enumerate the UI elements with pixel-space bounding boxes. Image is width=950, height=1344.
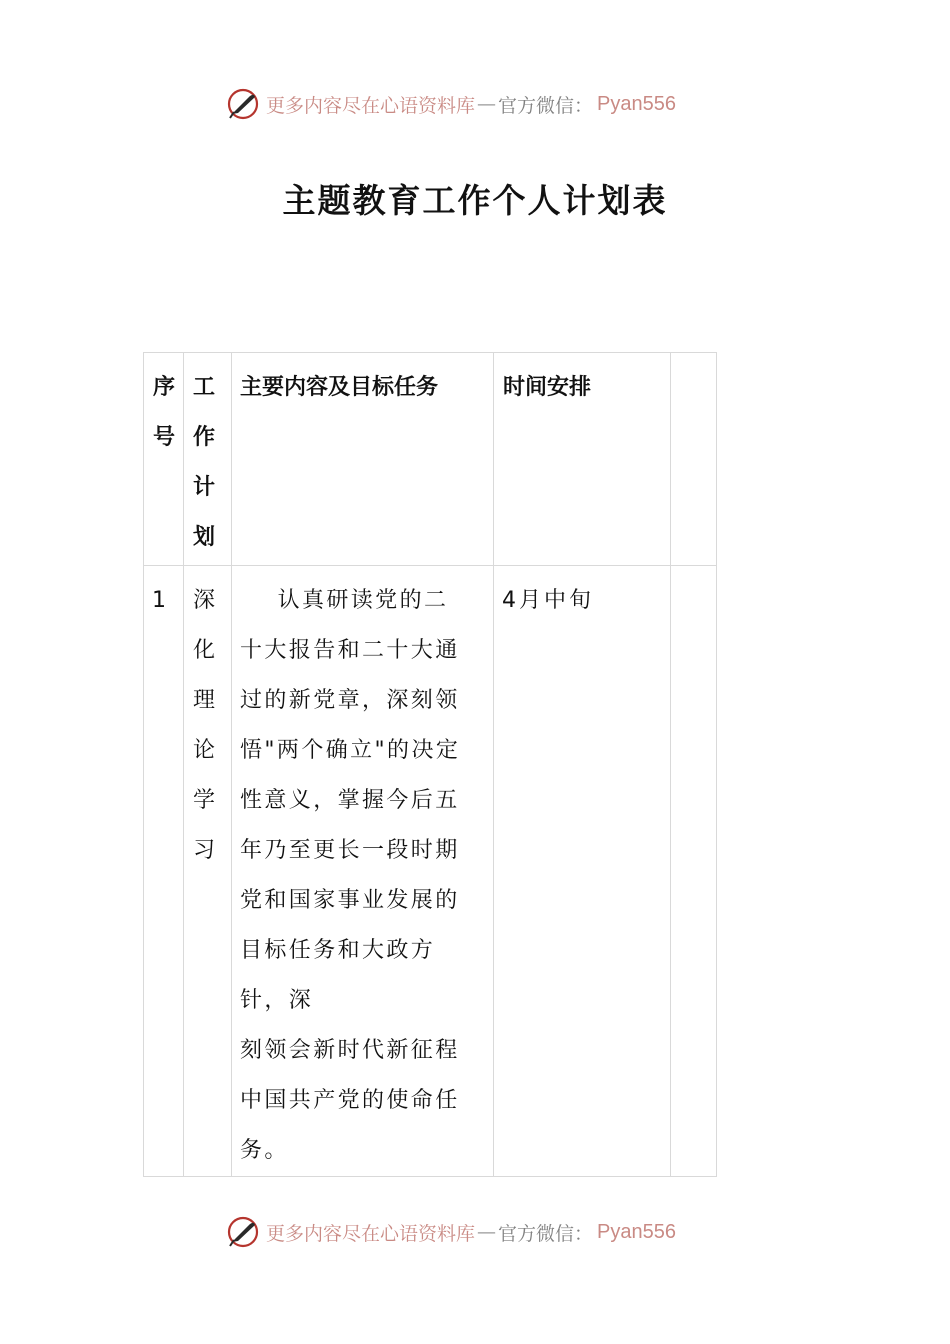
header-cell-plan [184, 353, 232, 566]
watermark-banner-bottom [226, 1212, 676, 1252]
cell-extra [671, 566, 717, 1177]
watermark-colon: ： [574, 94, 594, 117]
watermark-banner-top [226, 84, 676, 124]
watermark-wechat-id: Pyan556 [597, 92, 677, 115]
watermark-colon: ： [574, 1222, 594, 1245]
row-plan: 深化理论学习 [193, 588, 216, 863]
watermark-site-name: 更多内容尽在心语资料库 [266, 94, 476, 117]
table-row [144, 566, 717, 1177]
header-no-label: 序号 [153, 375, 176, 450]
header-cell-time [494, 353, 671, 566]
header-extra-label [671, 353, 716, 363]
header-plan-label: 工作计划 [193, 375, 216, 550]
watermark-wechat-id: Pyan556 [597, 1220, 677, 1243]
row-time: 4月中旬 [502, 588, 594, 613]
table-header-row [144, 353, 717, 566]
quill-logo-icon [226, 87, 260, 121]
watermark-dash: — [477, 93, 497, 115]
plan-table [143, 352, 717, 1177]
watermark-site-name: 更多内容尽在心语资料库 [266, 1222, 476, 1245]
header-cell-main [232, 353, 494, 566]
header-cell-extra [671, 353, 717, 566]
quill-logo-icon [226, 1215, 260, 1249]
header-cell-no [144, 353, 184, 566]
watermark-dash: — [477, 1221, 497, 1243]
cell-no [144, 566, 184, 1177]
cell-time [494, 566, 671, 1177]
cell-main [232, 566, 494, 1177]
watermark-wechat-label: 官方微信 [498, 94, 575, 117]
watermark-wechat-label: 官方微信 [498, 1222, 575, 1245]
header-main-label: 主要内容及目标任务 [240, 375, 439, 400]
row-number: 1 [152, 588, 166, 613]
cell-plan [184, 566, 232, 1177]
row-main-content: 认真研读党的二十大报告和二十大通过的新党章，深刻领悟"两个确立"的决定性意义，掌握今后五年乃至更长一段时期党和国家事业发展的目标任务和大政方针，深 刻领会新时代新征程中国共产党的使命任务。 [240, 588, 461, 1163]
document-title: 主题教育工作个人计划表 [282, 181, 668, 220]
header-time-label: 时间安排 [503, 375, 592, 400]
row-extra [671, 566, 716, 576]
